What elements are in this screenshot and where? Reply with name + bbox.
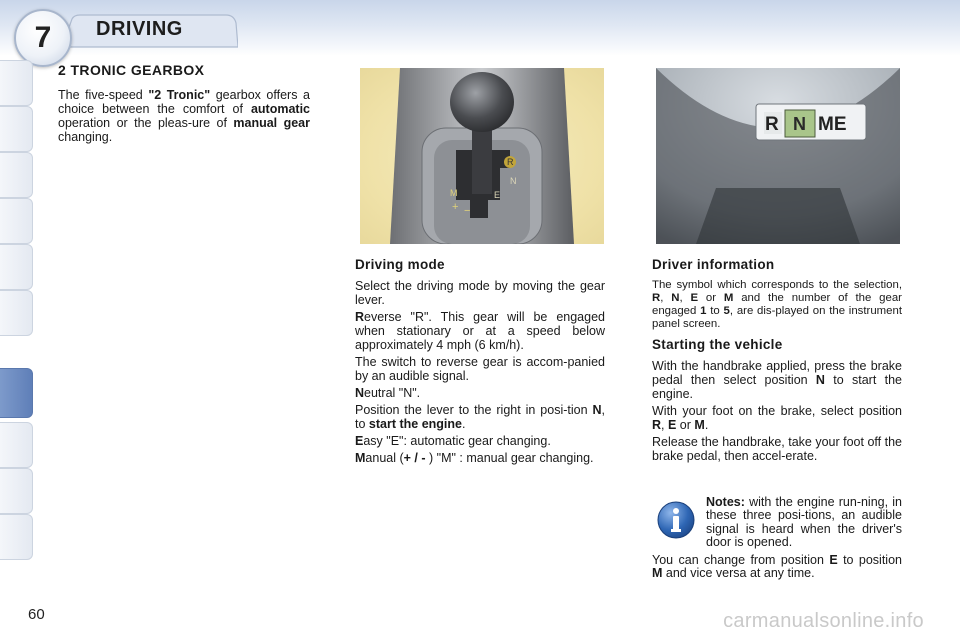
notes-p1: Notes: with the engine run-ning, in these three posi-tions, an audible signal is heard when the driver's door is opened. bbox=[706, 495, 902, 550]
gate-label-plus: + bbox=[452, 201, 459, 213]
display-letter-n: N bbox=[793, 114, 806, 134]
gate-label-m: M bbox=[450, 188, 458, 198]
notes-p2: You can change from position E to position M and vice versa at any time. bbox=[652, 552, 902, 581]
chapter-tab[interactable] bbox=[0, 106, 33, 152]
display-letters-me: ME bbox=[818, 114, 847, 135]
gate-label-r: R bbox=[507, 157, 514, 167]
gate-label-minus: − bbox=[464, 205, 471, 217]
page-title: DRIVING bbox=[96, 18, 183, 40]
driver-information-paragraph: The symbol which corresponds to the selection, R, N, E or M and the number of the gear engaged 1 to 5, are dis-played on the instrument panel screen. bbox=[652, 279, 902, 330]
chapter-tab[interactable] bbox=[0, 468, 33, 514]
driving-mode-heading: Driving mode bbox=[355, 257, 445, 272]
chapter-tab[interactable] bbox=[0, 422, 33, 468]
start-engine-paragraph: Position the lever to the right in posi-tion N, to start the engine. bbox=[355, 403, 605, 431]
page-number: 60 bbox=[28, 606, 45, 623]
notes-block bbox=[652, 496, 902, 583]
chapter-tab[interactable] bbox=[0, 290, 33, 336]
manual-paragraph: Manual (+ / - ) "M" : manual gear changing. bbox=[355, 451, 594, 465]
starting-p1: With the handbrake applied, press the brake pedal then select position N to start the engine. bbox=[652, 359, 903, 401]
driver-information-column bbox=[652, 258, 902, 466]
driving-mode-column bbox=[355, 258, 605, 468]
easy-paragraph: Easy "E": automatic gear changing. bbox=[355, 434, 551, 448]
reverse-signal-paragraph: The switch to reverse gear is accom-panied by an audible signal. bbox=[355, 355, 605, 383]
chapter-tab[interactable] bbox=[0, 514, 33, 560]
chapter-tab[interactable] bbox=[0, 198, 33, 244]
gear-lever-photo bbox=[360, 68, 604, 244]
chapter-number-badge: 7 bbox=[14, 9, 72, 67]
chapter-tab-strip bbox=[0, 60, 36, 580]
starting-heading: Starting the vehicle bbox=[652, 337, 783, 352]
neutral-paragraph: Neutral "N". bbox=[355, 386, 421, 400]
instrument-panel-photo bbox=[656, 68, 900, 244]
gate-label-e: E bbox=[494, 190, 501, 200]
gate-label-n: N bbox=[510, 176, 517, 186]
display-letter-r: R bbox=[765, 114, 779, 135]
reverse-paragraph: Reverse "R". This gear will be engaged when stationary or at a speed below approximately 4 mph (6 km/h). bbox=[355, 310, 605, 352]
starting-p2: With your foot on the brake, select position R, E or M. bbox=[652, 404, 902, 432]
chapter-tab[interactable] bbox=[0, 152, 33, 198]
section-title: 2 TRONIC GEARBOX bbox=[58, 62, 205, 78]
chapter-tab[interactable] bbox=[0, 60, 33, 106]
watermark: carmanualsonline.info bbox=[723, 610, 924, 632]
driving-mode-p1: Select the driving mode by moving the gear lever. bbox=[355, 279, 605, 307]
starting-p3: Release the handbrake, take your foot off the brake pedal, then accel-erate. bbox=[652, 435, 902, 463]
chapter-tab[interactable] bbox=[0, 244, 33, 290]
chapter-tab-active[interactable] bbox=[0, 368, 33, 418]
driver-information-heading: Driver information bbox=[652, 257, 775, 272]
intro-paragraph: The five-speed "2 Tronic" gearbox offers a choice between the comfort of automatic operation or the pleas-ure of manual gear changing. bbox=[58, 88, 310, 144]
